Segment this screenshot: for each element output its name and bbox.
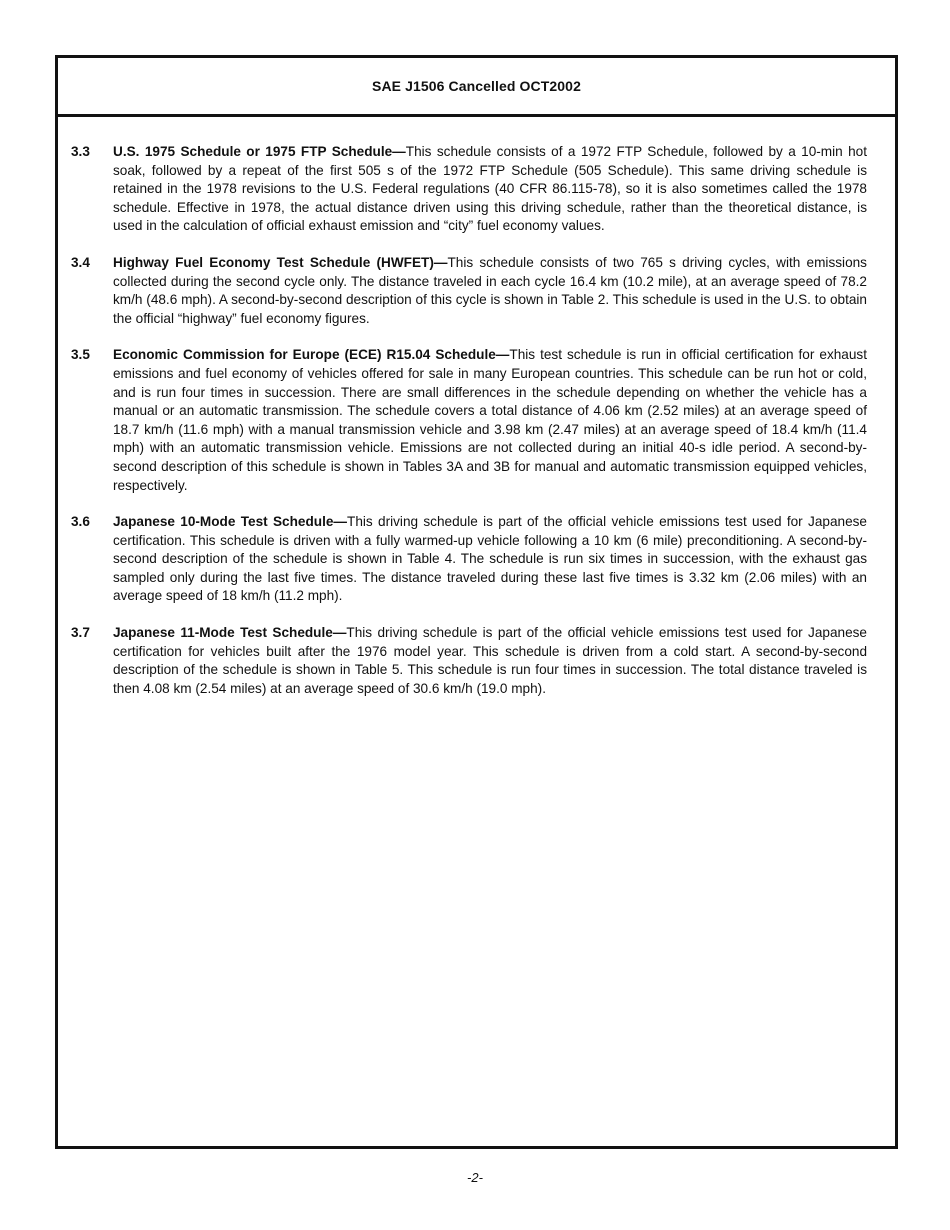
section-number: 3.3 (71, 144, 90, 159)
section-text: This schedule consists of two 765 s driving cycles, with emissions collected during the second cycle only. The distance traveled in each cycle 16.4 km (10.2 mile), at an average speed of 78.2 km/h (48.6 mph). A second-by-second description of this cycle is shown in Table 2. This schedule is used in the U.S. to obtain the official “highway” fuel economy figures. (113, 254, 867, 326)
section-body (113, 624, 867, 698)
section-number: 3.4 (71, 254, 90, 270)
section-body (113, 143, 867, 236)
section-3-4 (71, 254, 867, 328)
section-number: 3.6 (71, 514, 90, 530)
section-text: This driving schedule is part of the official vehicle emissions test used for Japanese certification for vehicles built after the 1976 model year. This schedule is driven from a cold start. A second-by-second description of the schedule is shown in Table 5. This schedule is run four times in succession. The total distance traveled is then 4.08 km (2.54 miles) at an average speed of 30.6 km/h (19.0 mph). (113, 625, 867, 696)
section-body (113, 346, 867, 495)
section-3-6 (71, 513, 867, 606)
document-title: SAE J1506 Cancelled OCT2002 (372, 78, 581, 94)
document-body (58, 117, 895, 698)
page-number: -2- (467, 1170, 483, 1185)
section-body (113, 513, 867, 606)
section-heading: U.S. 1975 Schedule or 1975 FTP Schedule— (113, 144, 406, 159)
section-3-3 (71, 143, 867, 236)
document-header (58, 58, 895, 117)
section-number: 3.5 (71, 347, 90, 363)
section-text: This schedule consists of a 1972 FTP Schedule, followed by a 10-min hot soak, followed by a repeat of the first 505 s of the 1972 FTP Schedule (505 Schedule). This same driving schedule is retained in the 1978 revisions to the U.S. Federal regulations (40 CFR 86.115-78), so it is also sometimes called the 1978 schedule. Effective in 1978, the actual distance driven using this driving schedule, rather than the theoretical distance, is used in the calculation of official exhaust emission and “city” fuel economy values. (113, 144, 867, 234)
section-text: This driving schedule is part of the official vehicle emissions test used for Japanese certification. This schedule is driven with a fully warmed-up vehicle following a 10 km (6 mile) preconditioning. A second-by-second description of the schedule is shown in Table 4. The schedule is run six times in succession, with the exhaust gas sampled only during the last five times. The distance traveled during these last five times is 3.32 km (2.06 miles) with an average speed of 18 km/h (11.2 mph). (113, 514, 867, 604)
page-frame (55, 55, 898, 1149)
section-3-5 (71, 346, 867, 495)
section-number: 3.7 (71, 625, 90, 641)
section-heading: Economic Commission for Europe (ECE) R15.04 Schedule— (113, 347, 510, 363)
section-body (113, 254, 867, 328)
section-heading: Japanese 10-Mode Test Schedule— (113, 514, 348, 530)
section-heading: Highway Fuel Economy Test Schedule (HWFET)— (113, 254, 448, 270)
section-heading: Japanese 11-Mode Test Schedule— (113, 625, 347, 641)
section-text: This test schedule is run in official certification for exhaust emissions and fuel economy of vehicles offered for sale in many European countries. This schedule can be run hot or cold, and is run four times in succession. There are small differences in the schedule depending on whether the vehicle has a manual or an automatic transmission. The schedule covers a total distance of 4.06 km (2.52 miles) at an average speed of 18.7 km/h (11.6 mph) with a manual transmission vehicle and 3.98 km (2.47 miles) at an average speed of 18.4 km/h (11.4 mph) with an automatic transmission vehicle. Emissions are not collected during an initial 40-s idle period. A second-by-second description of this schedule is shown in Tables 3A and 3B for manual and automatic transmission equipped vehicles, respectively. (113, 347, 867, 493)
section-3-7 (71, 624, 867, 698)
